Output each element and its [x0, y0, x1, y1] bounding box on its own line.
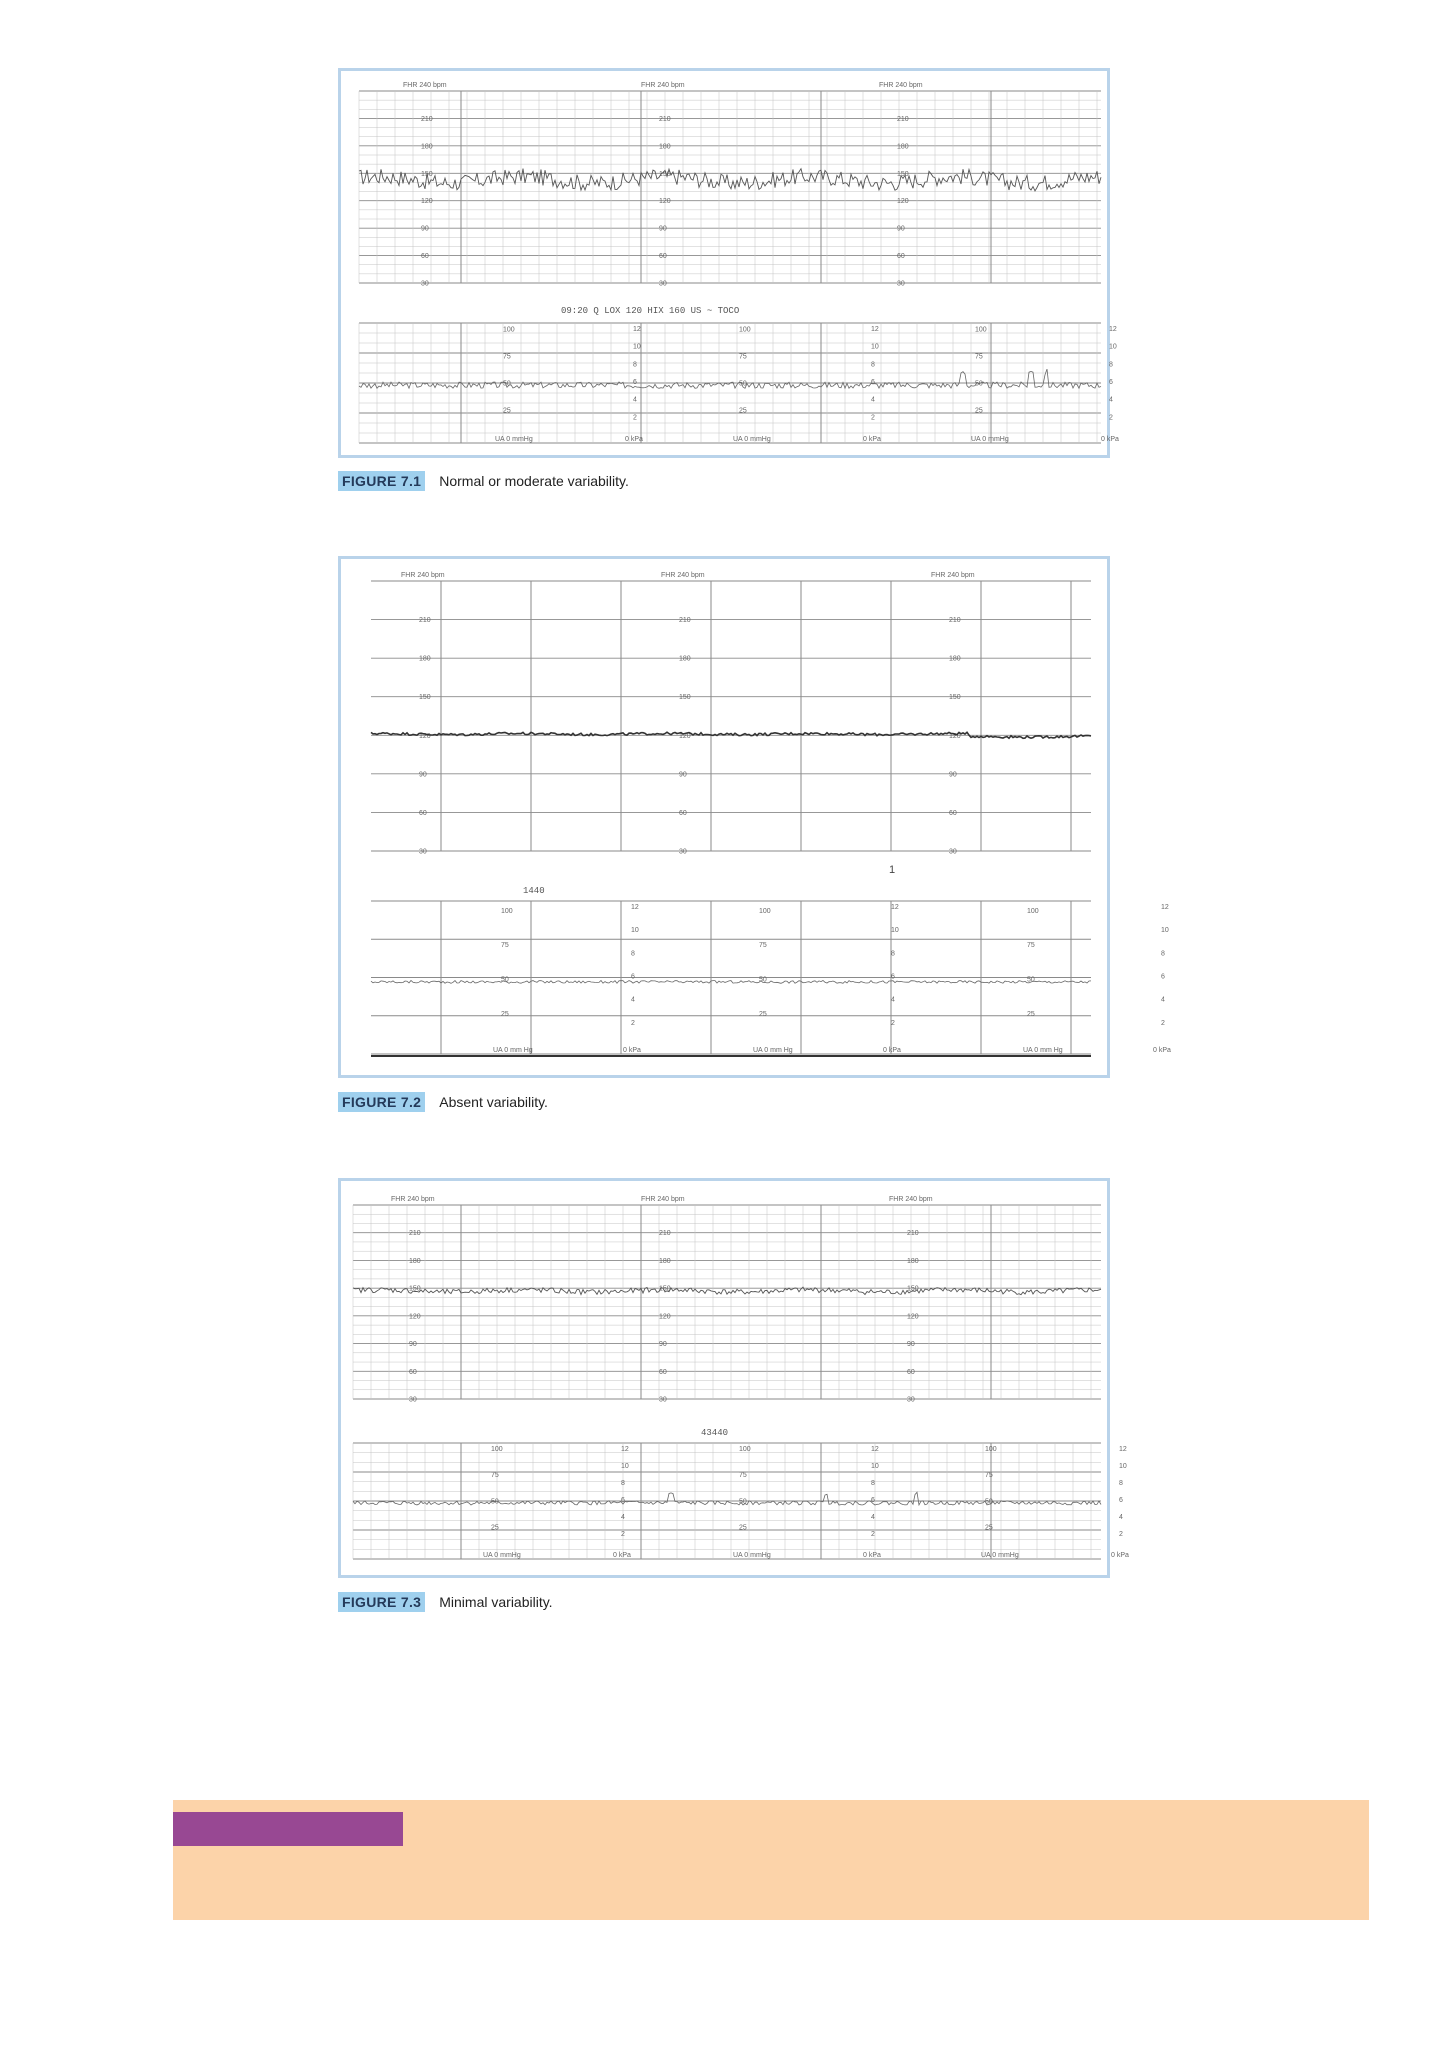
fhr-tick-label: 60: [659, 1368, 667, 1376]
toco-footer-right: 0 kPa: [1101, 436, 1119, 443]
toco-tick-label: 25: [491, 1524, 499, 1532]
toco-footer-right: 0 kPa: [1111, 1552, 1129, 1559]
toco-right-tick-label: 2: [1161, 1019, 1165, 1027]
fhr-tick-label: 90: [419, 771, 427, 779]
fhr-header-label: FHR 240 bpm: [403, 82, 447, 89]
fhr-tick-label: 120: [897, 198, 909, 206]
toco-trace-line: [359, 369, 1101, 388]
toco-right-tick-label: 2: [871, 1531, 875, 1538]
toco-tick-label: 100: [491, 1446, 503, 1454]
fhr-tick-label: 30: [679, 848, 687, 856]
toco-tick-label: 100: [1027, 907, 1039, 915]
toco-right-tick-label: 10: [1109, 343, 1117, 351]
fhr-header-label: FHR 240 bpm: [641, 82, 685, 89]
toco-right-tick-label: 4: [871, 1514, 875, 1521]
figure-7-1: [338, 68, 1119, 458]
fhr-tick-label: 30: [409, 1396, 417, 1404]
toco-tick-label: 50: [491, 1498, 499, 1506]
fhr-tick-label: 210: [419, 617, 431, 625]
fhr-tick-label: 180: [659, 143, 671, 151]
fhr-tick-label: 150: [659, 1285, 671, 1293]
toco-footer-right: 0 kPa: [883, 1047, 901, 1054]
toco-right-tick-label: 6: [631, 973, 635, 981]
toco-tick-label: 25: [985, 1524, 993, 1532]
fhr-tick-label: 60: [409, 1368, 417, 1376]
fhr-tick-label: 60: [897, 253, 905, 261]
toco-tick-label: 100: [503, 326, 515, 334]
toco-right-tick-label: 10: [1161, 927, 1169, 935]
toco-tick-label: 100: [759, 907, 771, 915]
toco-tick-label: 50: [759, 976, 767, 984]
toco-tick-label: 75: [501, 942, 509, 950]
toco-right-tick-label: 12: [621, 1446, 629, 1453]
toco-right-tick-label: 6: [1119, 1497, 1123, 1504]
toco-right-tick-label: 6: [621, 1497, 625, 1504]
figure-caption-text: Normal or moderate variability.: [439, 473, 629, 489]
fhr-tick-label: 90: [679, 771, 687, 779]
fhr-tick-label: 120: [659, 1313, 671, 1321]
toco-tick-label: 75: [739, 1472, 747, 1480]
fhr-tick-label: 150: [419, 694, 431, 702]
figure-7-3: [338, 1178, 1129, 1578]
toco-right-tick-label: 10: [633, 343, 641, 351]
fhr-tick-label: 60: [421, 253, 429, 261]
fhr-tick-label: 120: [419, 732, 431, 740]
toco-tick-label: 50: [503, 380, 511, 388]
toco-right-tick-label: 6: [633, 379, 637, 386]
figure-label: FIGURE 7.1: [338, 471, 425, 491]
toco-right-tick-label: 12: [1119, 1446, 1127, 1453]
fhr-tick-label: 90: [897, 225, 905, 233]
fhr-tick-label: 210: [907, 1230, 919, 1238]
fhr-tick-label: 210: [897, 115, 909, 123]
fhr-tick-label: 150: [659, 170, 671, 178]
fhr-tick-label: 120: [949, 732, 961, 740]
toco-footer-left: UA 0 mmHg: [981, 1552, 1019, 1559]
toco-right-tick-label: 8: [871, 1480, 875, 1487]
fhr-tick-label: 150: [949, 694, 961, 702]
toco-right-tick-label: 2: [1109, 414, 1113, 422]
toco-header-label: 43440: [701, 1428, 729, 1438]
toco-footer-left: UA 0 mm Hg: [753, 1047, 793, 1054]
fhr-tick-label: 210: [409, 1230, 421, 1238]
toco-right-tick-label: 12: [633, 326, 641, 333]
toco-tick-label: 50: [501, 976, 509, 984]
fhr-tick-label: 90: [907, 1341, 915, 1349]
fhr-tick-label: 120: [679, 732, 691, 740]
toco-tick-label: 50: [985, 1498, 993, 1506]
fhr-tick-label: 210: [659, 115, 671, 123]
fhr-tick-label: 30: [419, 848, 427, 856]
fhr-tick-label: 90: [421, 225, 429, 233]
footer-tab: [173, 1812, 403, 1846]
figure-7-2-caption: [338, 1092, 548, 1112]
fhr-tick-label: 180: [897, 143, 909, 151]
toco-tick-label: 25: [503, 407, 511, 415]
toco-trace-line: [371, 981, 1091, 984]
toco-right-tick-label: 12: [1161, 904, 1169, 911]
toco-right-tick-label: 12: [891, 904, 899, 911]
toco-right-tick-label: 4: [1161, 996, 1165, 1004]
toco-right-tick-label: 12: [631, 904, 639, 911]
figure-caption-text: Absent variability.: [439, 1094, 548, 1110]
toco-tick-label: 25: [739, 1524, 747, 1532]
toco-right-tick-label: 8: [631, 950, 635, 958]
fhr-tick-label: 180: [907, 1257, 919, 1265]
ctg-trace-absent-variability: [341, 559, 1171, 1075]
toco-footer-left: UA 0 mmHg: [733, 436, 771, 443]
toco-right-tick-label: 6: [891, 973, 895, 981]
toco-right-tick-label: 10: [871, 1463, 879, 1470]
toco-right-tick-label: 4: [1109, 396, 1113, 404]
toco-tick-label: 50: [739, 380, 747, 388]
fhr-tick-label: 120: [907, 1313, 919, 1321]
fhr-tick-label: 180: [679, 655, 691, 663]
page-marker: 1: [889, 864, 896, 876]
fhr-tick-label: 180: [949, 655, 961, 663]
fhr-tick-label: 180: [419, 655, 431, 663]
fhr-grid: [353, 1205, 1101, 1399]
fhr-tick-label: 120: [421, 198, 433, 206]
toco-tick-label: 100: [739, 326, 751, 334]
fhr-header-label: FHR 240 bpm: [931, 572, 975, 579]
fhr-tick-label: 60: [659, 253, 667, 261]
fhr-tick-label: 210: [679, 617, 691, 625]
figure-caption-text: Minimal variability.: [439, 1594, 553, 1610]
toco-right-tick-label: 4: [1119, 1514, 1123, 1521]
fhr-tick-label: 150: [421, 170, 433, 178]
fhr-tick-label: 120: [409, 1313, 421, 1321]
toco-right-tick-label: 6: [871, 1497, 875, 1504]
ctg-trace-minimal-variability: [341, 1181, 1129, 1575]
toco-right-tick-label: 8: [621, 1480, 625, 1487]
fhr-tick-label: 30: [907, 1396, 915, 1404]
toco-right-tick-label: 8: [871, 361, 875, 369]
toco-right-tick-label: 6: [1161, 973, 1165, 981]
toco-footer-left: UA 0 mmHg: [971, 436, 1009, 443]
toco-footer-left: UA 0 mmHg: [483, 1552, 521, 1559]
toco-right-tick-label: 4: [633, 396, 637, 404]
fhr-grid: [371, 581, 1091, 851]
fhr-tick-label: 180: [409, 1257, 421, 1265]
toco-right-tick-label: 10: [891, 927, 899, 935]
toco-right-tick-label: 12: [871, 326, 879, 333]
fhr-tick-label: 90: [659, 225, 667, 233]
toco-tick-label: 100: [739, 1446, 751, 1454]
figure-7-2: [338, 556, 1171, 1078]
fhr-trace-line: [359, 169, 1101, 191]
toco-tick-label: 75: [491, 1472, 499, 1480]
fhr-tick-label: 30: [949, 848, 957, 856]
fhr-header-label: FHR 240 bpm: [391, 1196, 435, 1203]
toco-footer-right: 0 kPa: [1153, 1047, 1171, 1054]
fhr-tick-label: 60: [907, 1368, 915, 1376]
toco-right-tick-label: 10: [871, 343, 879, 351]
toco-right-tick-label: 4: [871, 396, 875, 404]
fhr-tick-label: 210: [421, 115, 433, 123]
toco-tick-label: 75: [975, 353, 983, 361]
figure-7-3-caption: [338, 1592, 553, 1612]
toco-right-tick-label: 8: [1119, 1480, 1123, 1487]
toco-right-tick-label: 4: [621, 1514, 625, 1521]
toco-tick-label: 75: [503, 353, 511, 361]
toco-right-tick-label: 4: [891, 996, 895, 1004]
toco-header-label: 1440: [523, 886, 545, 896]
fhr-tick-label: 150: [679, 694, 691, 702]
toco-right-tick-label: 12: [1109, 326, 1117, 333]
fhr-tick-label: 120: [659, 198, 671, 206]
fhr-tick-label: 150: [907, 1285, 919, 1293]
footer-band: [173, 1800, 1369, 1920]
toco-right-tick-label: 2: [631, 1019, 635, 1027]
toco-tick-label: 100: [501, 907, 513, 915]
fhr-tick-label: 30: [421, 280, 429, 288]
toco-right-tick-label: 8: [891, 950, 895, 958]
toco-grid: [371, 901, 1091, 1056]
toco-tick-label: 50: [1027, 976, 1035, 984]
fhr-header-label: FHR 240 bpm: [879, 82, 923, 89]
fhr-header-label: FHR 240 bpm: [641, 1196, 685, 1203]
toco-right-tick-label: 6: [871, 379, 875, 386]
toco-tick-label: 25: [501, 1011, 509, 1019]
toco-tick-label: 25: [1027, 1011, 1035, 1019]
figure-7-1-caption: [338, 471, 629, 491]
fhr-tick-label: 150: [409, 1285, 421, 1293]
toco-right-tick-label: 8: [1109, 361, 1113, 369]
toco-footer-left: UA 0 mmHg: [495, 436, 533, 443]
fhr-tick-label: 90: [409, 1341, 417, 1349]
toco-footer-right: 0 kPa: [613, 1552, 631, 1559]
toco-right-tick-label: 10: [1119, 1463, 1127, 1470]
toco-tick-label: 100: [975, 326, 987, 334]
figure-label: FIGURE 7.3: [338, 1592, 425, 1612]
fhr-tick-label: 60: [419, 809, 427, 817]
toco-right-tick-label: 4: [631, 996, 635, 1004]
fhr-tick-label: 90: [949, 771, 957, 779]
toco-header-label: 09:20 Q LOX 120 HIX 160 US ~ TOCO: [561, 306, 740, 316]
figure-label: FIGURE 7.2: [338, 1092, 425, 1112]
toco-tick-label: 75: [985, 1472, 993, 1480]
fhr-header-label: FHR 240 bpm: [889, 1196, 933, 1203]
ctg-trace-normal-variability: [341, 71, 1119, 455]
toco-tick-label: 75: [759, 942, 767, 950]
toco-right-tick-label: 2: [1119, 1531, 1123, 1538]
fhr-tick-label: 180: [421, 143, 433, 151]
fhr-tick-label: 210: [949, 617, 961, 625]
fhr-tick-label: 60: [949, 809, 957, 817]
toco-footer-right: 0 kPa: [625, 436, 643, 443]
toco-footer-right: 0 kPa: [863, 1552, 881, 1559]
fhr-tick-label: 30: [897, 280, 905, 288]
toco-tick-label: 75: [739, 353, 747, 361]
toco-right-tick-label: 6: [1109, 379, 1113, 386]
toco-tick-label: 50: [975, 380, 983, 388]
toco-right-tick-label: 8: [1161, 950, 1165, 958]
fhr-tick-label: 30: [659, 1396, 667, 1404]
toco-right-tick-label: 2: [621, 1531, 625, 1538]
toco-right-tick-label: 12: [871, 1446, 879, 1453]
toco-right-tick-label: 2: [633, 414, 637, 422]
toco-tick-label: 75: [1027, 942, 1035, 950]
toco-footer-right: 0 kPa: [863, 436, 881, 443]
fhr-tick-label: 210: [659, 1230, 671, 1238]
fhr-header-label: FHR 240 bpm: [401, 572, 445, 579]
fhr-tick-label: 180: [659, 1257, 671, 1265]
fhr-tick-label: 60: [679, 809, 687, 817]
fhr-tick-label: 30: [659, 280, 667, 288]
toco-tick-label: 50: [739, 1498, 747, 1506]
toco-tick-label: 25: [975, 407, 983, 415]
toco-tick-label: 25: [759, 1011, 767, 1019]
toco-tick-label: 100: [985, 1446, 997, 1454]
toco-footer-left: UA 0 mm Hg: [493, 1047, 533, 1054]
toco-tick-label: 25: [739, 407, 747, 415]
toco-right-tick-label: 8: [633, 361, 637, 369]
toco-footer-left: UA 0 mmHg: [733, 1552, 771, 1559]
fhr-tick-label: 150: [897, 170, 909, 178]
toco-right-tick-label: 2: [871, 414, 875, 422]
toco-footer-right: 0 kPa: [623, 1047, 641, 1054]
fhr-header-label: FHR 240 bpm: [661, 572, 705, 579]
toco-right-tick-label: 10: [621, 1463, 629, 1470]
toco-footer-left: UA 0 mm Hg: [1023, 1047, 1063, 1054]
toco-right-tick-label: 10: [631, 927, 639, 935]
toco-right-tick-label: 2: [891, 1019, 895, 1027]
fhr-tick-label: 90: [659, 1341, 667, 1349]
